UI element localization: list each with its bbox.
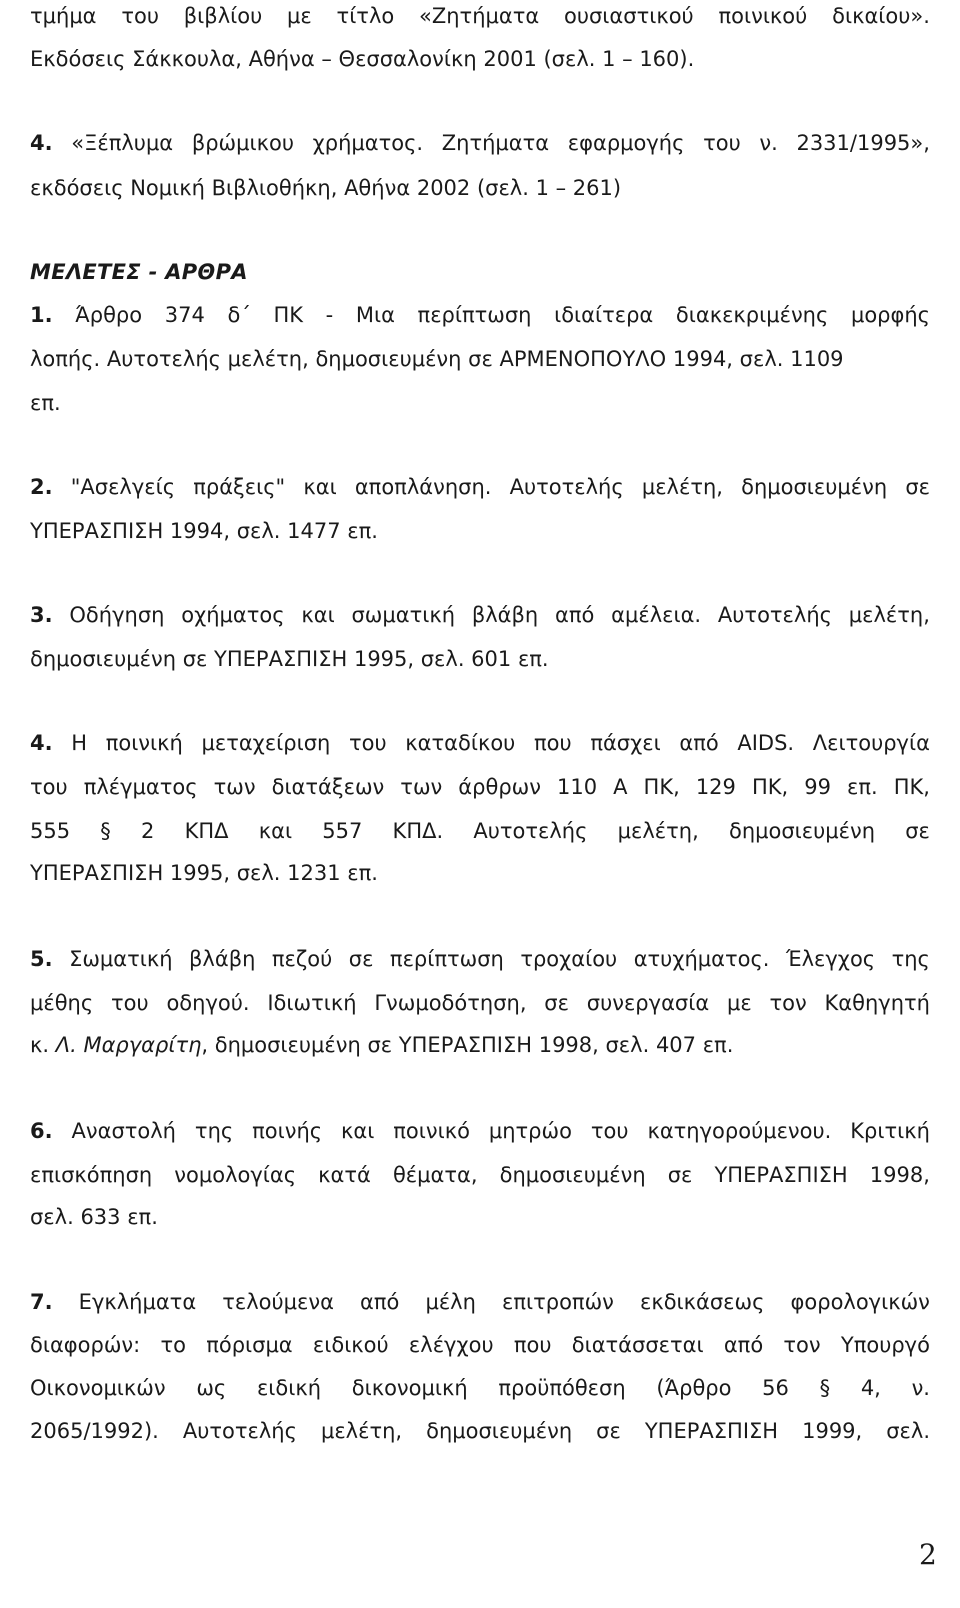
article-6-line-2-word: 1998,: [869, 1163, 930, 1187]
article-2-line-1-word: μελέτη,: [641, 475, 723, 499]
article-5-line-2-word: με: [726, 991, 752, 1015]
article-2-line-1-word: δημοσιευμένη: [741, 475, 888, 499]
article-4-line-2-word: άρθρων: [458, 775, 541, 799]
article-3-line-1-word: από: [555, 603, 595, 627]
article-4-line-2: [30, 777, 930, 798]
article-7-line-3-word: 56: [762, 1376, 789, 1400]
article-5-line-2-word: Ιδιωτική: [267, 991, 357, 1015]
article-7-line-3-word: προϋπόθεση: [498, 1376, 626, 1400]
article-7-line-2-word: από: [723, 1333, 764, 1357]
article-7-line-4-word: 1999,: [802, 1419, 863, 1443]
article-6-line-1-word: ποινής: [252, 1119, 323, 1143]
article-5-line-1-word: της: [891, 947, 930, 971]
article-4-line-2-word: 99: [804, 775, 831, 799]
article-4-line-3-word: και: [258, 819, 293, 843]
article-7-line-4-word: 2065/1992).: [30, 1419, 159, 1443]
intro-line-1-word: βιβλίου: [183, 4, 263, 28]
article-4-line-2-word: του: [30, 775, 68, 799]
article-6-line-1-word: και: [341, 1119, 375, 1143]
article-5-line-1-word: βλάβη: [189, 947, 256, 971]
article-5-line-1-word: περίπτωση: [389, 947, 504, 971]
article-3-line-1-word: οχήματος: [181, 603, 285, 627]
article-6-line-2-word: δημοσιευμένη: [499, 1163, 646, 1187]
article-4-line-2-word: ΠΚ,: [751, 775, 789, 799]
article-6-line-3: σελ. 633 επ.: [30, 1205, 158, 1229]
article-3-line-1-word: βλάβη: [471, 603, 539, 627]
article-5-line-2-word: του: [111, 991, 149, 1015]
article-4-line-1-word: πάσχει: [590, 731, 661, 755]
article-7-line-3-word: ειδική: [256, 1376, 322, 1400]
article-7-line-3-word: ν.: [911, 1376, 930, 1400]
article-4-line-3: [30, 821, 930, 842]
article-7-line-2-word: πόρισμα: [206, 1333, 293, 1357]
article-2-line-1-word: αποπλάνηση.: [354, 475, 492, 499]
article-4-line-1-word: καταδίκου: [405, 731, 516, 755]
book4-line-1-word: χρήματος.: [312, 131, 424, 155]
intro-line-1-word: ουσιαστικού: [564, 4, 694, 28]
article-1-line-1-word: ΠΚ: [273, 303, 304, 327]
article-7-line-4-word: σελ.: [886, 1419, 930, 1443]
article-5-advisor-name: Λ. Μαργαρίτη: [55, 1033, 202, 1057]
article-1-line-1: [30, 305, 930, 326]
article-7-line-1-word: από: [360, 1290, 400, 1314]
article-4-line-3-word: μελέτη,: [617, 819, 699, 843]
intro-line-1-word: του: [121, 4, 159, 28]
article-4-line-1-word: που: [534, 731, 572, 755]
article-7-line-1-word: τελούμενα: [222, 1290, 334, 1314]
article-7-line-3-word: 4,: [860, 1376, 881, 1400]
article-2-line-1-word: "Ασελγείς: [70, 475, 176, 499]
intro-line-1-word: «Ζητήματα: [419, 4, 540, 28]
article-4-line-2-word: των: [213, 775, 256, 799]
article-5-line-1-word: πεζού: [271, 947, 333, 971]
article-7-line-1-word: φορολογικών: [790, 1290, 930, 1314]
section-heading: ΜΕΛΕΤΕΣ - ΑΡΘΡΑ: [30, 260, 248, 284]
article-5-line-1-word: ατυχήματος.: [633, 947, 770, 971]
article-6-line-1-word: ποινικό: [393, 1119, 470, 1143]
article-4-line-1-word: AIDS.: [737, 731, 795, 755]
book4-line-1-word: του: [703, 131, 741, 155]
intro-line-1-word: τμήμα: [30, 4, 97, 28]
article-4-line-3-word: 555: [30, 819, 71, 843]
article-5-line-2-word: Γνωμοδότηση,: [374, 991, 527, 1015]
article-1-line-1-word: περίπτωση: [417, 303, 532, 327]
article-4-line-2-word: επ.: [846, 775, 878, 799]
article-1-line-1-number: 1.: [30, 303, 53, 327]
article-3-line-1: [30, 605, 930, 626]
article-7-line-1: [30, 1292, 930, 1313]
article-7-line-1-word: Εγκλήματα: [78, 1290, 197, 1314]
intro-line-1-word: τίτλο: [336, 4, 395, 28]
article-7-line-2: [30, 1335, 930, 1356]
article-5-line-1-word: Σωματική: [69, 947, 173, 971]
article-6-line-1-word: μητρώο: [488, 1119, 572, 1143]
book4-line-1-word: Ζητήματα: [441, 131, 550, 155]
article-6-line-1: [30, 1121, 930, 1142]
article-5-line-2-word: μέθης: [30, 991, 94, 1015]
article-6-line-2-word: σε: [667, 1163, 693, 1187]
article-7-line-4-word: σε: [596, 1419, 621, 1443]
article-7-line-2-word: Υπουργό: [840, 1333, 930, 1357]
article-7-line-1-word: επιτροπών: [502, 1290, 614, 1314]
article-3-line-1-word: Αυτοτελής: [717, 603, 832, 627]
book4-line-1: [30, 133, 930, 154]
article-7-line-2-word: το: [160, 1333, 186, 1357]
article-2-line-1-word: σε: [905, 475, 930, 499]
article-7-line-4: [30, 1421, 930, 1442]
article-7-line-3: [30, 1378, 930, 1399]
article-2-line-2: ΥΠΕΡΑΣΠΙΣΗ 1994, σελ. 1477 επ.: [30, 519, 378, 543]
article-3-line-2: δημοσιευμένη σε ΥΠΕΡΑΣΠΙΣΗ 1995, σελ. 601 επ.: [30, 647, 549, 671]
article-5-line-1-word: σε: [348, 947, 374, 971]
article-3-line-1-word: μελέτη,: [848, 603, 930, 627]
article-7-line-4-word: μελέτη,: [320, 1419, 403, 1443]
article-6-line-1-word: της: [194, 1119, 234, 1143]
article-7-line-3-word: §: [819, 1376, 831, 1400]
intro-line-1: [30, 6, 930, 27]
article-4-line-3-word: δημοσιευμένη: [728, 819, 876, 843]
article-4-line-2-word: 110: [557, 775, 598, 799]
article-5-line-2-word: Καθηγητή: [824, 991, 930, 1015]
article-5-line-1-word: τροχαίου: [520, 947, 618, 971]
article-7-line-2-word: διατάσσεται: [571, 1333, 704, 1357]
article-1-line-1-word: ιδιαίτερα: [554, 303, 654, 327]
article-6-line-2: [30, 1165, 930, 1186]
article-4-line-1-word: Η: [71, 731, 88, 755]
article-3-line-1-word: και: [301, 603, 335, 627]
article-7-line-2-word: που: [513, 1333, 552, 1357]
article-5-line-3-prefix: κ.: [30, 1033, 56, 1057]
article-4-line-2-word: διατάξεων: [271, 775, 385, 799]
article-3-line-1-word: Οδήγηση: [69, 603, 165, 627]
intro-line-1-word: ποινικού: [718, 4, 808, 28]
article-7-line-4-word: ΥΠΕΡΑΣΠΙΣΗ: [644, 1419, 779, 1443]
article-7-line-4-word: Αυτοτελής: [182, 1419, 297, 1443]
article-1-line-1-word: 374: [164, 303, 205, 327]
article-4-line-1-word: Λειτουργία: [812, 731, 930, 755]
article-6-line-1-word: Κριτική: [850, 1119, 930, 1143]
article-3-line-1-number: 3.: [30, 603, 53, 627]
article-7-line-3-word: Οικονομικών: [30, 1376, 166, 1400]
article-7-line-3-word: ως: [196, 1376, 227, 1400]
article-3-line-1-word: σωματική: [351, 603, 456, 627]
page-number: 2: [919, 1538, 937, 1571]
article-4-line-2-word: πλέγματος: [83, 775, 198, 799]
article-7-line-4-word: δημοσιευμένη: [426, 1419, 573, 1443]
article-5-line-1-word: Έλεγχος: [785, 947, 876, 971]
article-5-line-2: [30, 993, 930, 1014]
book4-line-1-word: βρώμικου: [191, 131, 294, 155]
article-6-line-2-word: ΥΠΕΡΑΣΠΙΣΗ: [714, 1163, 848, 1187]
intro-line-1-word: δικαίου».: [832, 4, 930, 28]
article-1-line-1-word: δ΄: [227, 303, 251, 327]
article-4-line-2-word: ΠΚ,: [643, 775, 680, 799]
article-4-line-3-word: ΚΠΔ: [184, 819, 229, 843]
article-4-line-1-word: μεταχείριση: [201, 731, 331, 755]
intro-line-2: Εκδόσεις Σάκκουλα, Αθήνα – Θεσσαλονίκη 2001 (σελ. 1 – 160).: [30, 47, 695, 71]
article-4-line-2-word: Α: [613, 775, 628, 799]
article-5-line-3: [30, 1035, 733, 1056]
article-1-line-1-word: διακεκριμένης: [675, 303, 829, 327]
article-5-line-2-word: οδηγού.: [166, 991, 250, 1015]
article-4-line-2-word: 129: [695, 775, 736, 799]
article-7-line-2-word: ειδικού: [312, 1333, 389, 1357]
article-4-line-2-word: ΠΚ,: [893, 775, 930, 799]
article-6-line-1-word: του: [590, 1119, 629, 1143]
book4-line-1-word: ν.: [759, 131, 778, 155]
article-2-line-1: [30, 477, 930, 498]
article-4-line-3-word: ΚΠΔ.: [392, 819, 444, 843]
article-2-line-1-word: και: [303, 475, 337, 499]
article-6-line-2-word: επισκόπηση: [30, 1163, 153, 1187]
article-5-line-2-word: σε: [544, 991, 569, 1015]
article-7-line-2-word: τον: [783, 1333, 821, 1357]
article-2-line-1-word: πράξεις": [193, 475, 286, 499]
article-1-line-1-word: -: [325, 303, 334, 327]
article-3-line-1-word: αμέλεια.: [611, 603, 702, 627]
article-4-line-3-word: Αυτοτελής: [473, 819, 588, 843]
article-4-line-3-word: 2: [141, 819, 155, 843]
article-7-line-2-word: διαφορών:: [30, 1333, 141, 1357]
book4-line-2: εκδόσεις Νομική Βιβλιοθήκη, Αθήνα 2002 (σελ. 1 – 261): [30, 176, 622, 200]
article-1-line-1-word: Άρθρο: [75, 303, 143, 327]
article-4-line-1-word: από: [679, 731, 719, 755]
article-2-line-1-word: Αυτοτελής: [509, 475, 624, 499]
article-4-line-1-word: του: [348, 731, 387, 755]
article-4-line-2-word: των: [400, 775, 443, 799]
article-7-line-1-word: εκδικάσεως: [639, 1290, 765, 1314]
article-4-line-1-word: ποινική: [105, 731, 183, 755]
article-5-line-1: [30, 949, 930, 970]
article-5-line-2-word: τον: [769, 991, 807, 1015]
article-1-line-3: επ.: [30, 391, 61, 415]
article-4-line-1: [30, 733, 930, 754]
article-4-line-3-word: σε: [905, 819, 930, 843]
article-7-line-1-word: μέλη: [425, 1290, 476, 1314]
article-4-line-4: ΥΠΕΡΑΣΠΙΣΗ 1995, σελ. 1231 επ.: [30, 861, 378, 885]
article-5-line-3-rest: , δημοσιευμένη σε ΥΠΕΡΑΣΠΙΣΗ 1998, σελ. 407 επ.: [201, 1033, 734, 1057]
article-1-line-1-word: μορφής: [850, 303, 930, 327]
book4-line-1-word: εφαρμογής: [567, 131, 685, 155]
book4-line-1-word: 2331/1995»,: [796, 131, 930, 155]
article-6-line-1-word: Αναστολή: [71, 1119, 176, 1143]
article-5-line-2-word: συνεργασία: [586, 991, 710, 1015]
article-1-line-1-word: Μια: [355, 303, 395, 327]
article-6-line-2-word: νομολογίας: [174, 1163, 297, 1187]
article-5-line-1-number: 5.: [30, 947, 53, 971]
intro-line-1-word: με: [287, 4, 312, 28]
article-6-line-2-word: θέματα,: [392, 1163, 478, 1187]
article-6-line-1-word: κατηγορούμενου.: [647, 1119, 832, 1143]
article-4-line-1-number: 4.: [30, 731, 53, 755]
article-7-line-1-number: 7.: [30, 1290, 53, 1314]
book4-line-1-word: «Ξέπλυμα: [71, 131, 174, 155]
article-6-line-1-number: 6.: [30, 1119, 53, 1143]
article-7-line-3-word: δικονομική: [351, 1376, 468, 1400]
article-4-line-3-word: §: [100, 819, 111, 843]
article-2-line-1-number: 2.: [30, 475, 53, 499]
article-7-line-2-word: ελέγχου: [408, 1333, 494, 1357]
article-4-line-3-word: 557: [322, 819, 363, 843]
book4-line-1-number: 4.: [30, 131, 53, 155]
article-7-line-3-word: (Άρθρο: [656, 1376, 732, 1400]
article-6-line-2-word: κατά: [318, 1163, 371, 1187]
article-1-line-2: λοπής. Αυτοτελής μελέτη, δημοσιευμένη σε ΑΡΜΕΝΟΠΟΥΛΟ 1994, σελ. 1109: [30, 347, 844, 371]
